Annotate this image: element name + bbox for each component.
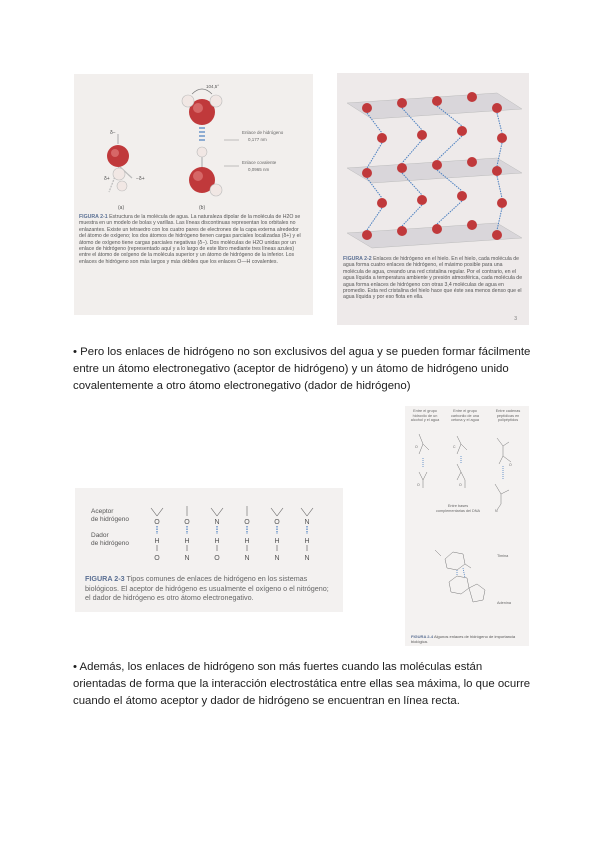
svg-text:104,5°: 104,5° [206,84,220,89]
panel-b-label: (b) [199,205,206,211]
water-molecule-illustration [74,74,313,214]
svg-text:O: O [184,519,190,526]
figure3-caption-text: Tipos comunes de enlaces de hidrógeno en los sistemas biológicos. El aceptor de hidrógeno es usualmente el oxígeno o el nitrógeno; el dador de hidrógeno es otro átomo electronegativo. [85,574,329,602]
label-adenine: Adenina [497,601,511,605]
figure-biological-hydrogen-bonds [405,406,529,646]
page-number: 3 [514,316,517,322]
svg-text:N: N [304,555,310,562]
svg-text:N: N [274,555,280,562]
figure3-caption [85,574,335,610]
label-hbond: Enlace de hidrógeno [242,130,284,135]
svg-text:O: O [154,555,160,562]
paragraph-hydrogen-bonds [73,344,533,395]
figure4-caption [411,634,527,646]
svg-text:H: H [184,538,190,545]
figure1-caption-title: FIGURA 2-1 [79,214,108,220]
svg-text:δ−: δ− [110,130,116,136]
svg-text:O: O [509,463,512,467]
figure-water-molecule [74,74,313,315]
figure2-caption-title: FIGURA 2-2 [343,256,372,262]
svg-text:H: H [274,538,280,545]
label-hbond-length: 0,177 nm [248,137,267,142]
svg-text:N: N [184,555,190,562]
paragraph-1-text: • Pero los enlaces de hidrógeno no son exclusivos del agua y se pueden formar fácilmente entre un átomo electronegativo (aceptor de hidrógeno) y un átomo de hidrógeno unido covalentemente a otro átomo electronegativo (dador de hidrógeno) [73,346,531,392]
svg-text:H: H [244,538,250,545]
label-ketone-water: Entre el grupo carbonilo de una cetona y el agua [450,409,480,423]
figure4-caption-title: FIGURA 2-4 [411,634,434,639]
figure1-caption-text: Estructura de la molécula de agua. La naturaleza dipolar de la molécula de H2O se muestra en un modelo de bolas y varillas. Las líneas discontinuas representan los orbitales no enlazantes. Existe un tetraedro con los cuatro pares de electrones de la capa externa alrededor del átomo de oxígeno; los dos átomos de hidrógeno tienen cargas parciales localizadas (δ+) y el átomo de oxígeno tiene cargas parciales negativas (δ−). Dos moléculas de H2O unidas por un enlace de hidrógeno (representado aquí y a lo largo de este libro mediante tres líneas azules) entre el átomo de oxígeno de la molécula superior y un átomo de hidrógeno de la inferior. Los enlaces de hidrógeno son más largos y más débiles que los enlaces O—H covalentes. [79,214,301,265]
svg-text:−δ+: −δ+ [136,176,145,182]
figure-hydrogen-bond-types [75,488,343,612]
label-covalent: Enlace covalente [242,160,277,165]
figure2-caption-text: Enlaces de hidrógeno en el hielo. En el hielo, cada molécula de agua forma cuatro enlaces de hidrógeno, el máximo posible para una molécula de agua, creando una red cristalina regular. Por el contrario, en el agua líquida a temperatura ambiente y presión atmosférica, cada molécula de agua forma enlaces de hidrógeno con otras 3,4 moléculas de agua en promedio. Esta red cristalina del hielo hace que éste sea menos denso que el agua líquida y por eso flota en ella. [343,256,523,301]
svg-text:C: C [453,445,456,449]
svg-text:O: O [274,519,280,526]
svg-text:δ+: δ+ [104,176,110,182]
svg-text:O: O [459,483,462,487]
paragraph-bond-orientation [73,659,533,710]
svg-text:N: N [244,555,250,562]
svg-text:N: N [304,519,310,526]
figure3-caption-title: FIGURA 2-3 [85,574,125,583]
svg-text:O: O [214,555,220,562]
svg-text:H: H [214,538,220,545]
svg-text:N: N [495,509,498,513]
svg-text:O: O [417,483,420,487]
label-donor-1: Dador [91,532,109,539]
bond-column [151,508,163,562]
svg-text:O: O [244,519,250,526]
label-thymine: Timina [497,554,509,558]
label-peptide-chains: Entre cadenas peptídicas en polipéptidos [495,409,521,423]
figure2-caption [343,256,523,322]
ice-lattice-illustration [337,73,529,253]
svg-text:N: N [214,519,220,526]
svg-text:H: H [154,538,160,545]
figure4-caption-text: Algunos enlaces de hidrógeno de importancia biológica. [411,634,516,644]
label-acceptor-1: Aceptor [91,508,114,515]
biological-bonds-diagram [405,424,529,629]
label-dna-bases: Entre bases complementarias del DNA [435,504,481,513]
panel-a-label: (a) [118,205,125,211]
label-alcohol-water: Entre el grupo hidroxilo de un alcohol y el agua [410,409,440,423]
svg-text:O: O [415,445,418,449]
label-donor-2: de hidrógeno [91,540,129,547]
figure1-caption [79,214,307,312]
hydrogen-bond-types-diagram [145,494,335,574]
svg-text:O: O [154,519,160,526]
svg-text:H: H [304,538,310,545]
paragraph-2-text: • Además, los enlaces de hidrógeno son más fuertes cuando las moléculas están orientadas de forma que la interacción electrostática entre ellas sea máxima, lo que ocurre cuando el átomo aceptor y dador de hidrógeno se encuentran en línea recta. [73,661,531,707]
label-acceptor-2: de hidrógeno [91,516,129,523]
figure-ice-lattice [337,73,529,325]
label-covalent-length: 0,0965 nm [248,167,270,172]
